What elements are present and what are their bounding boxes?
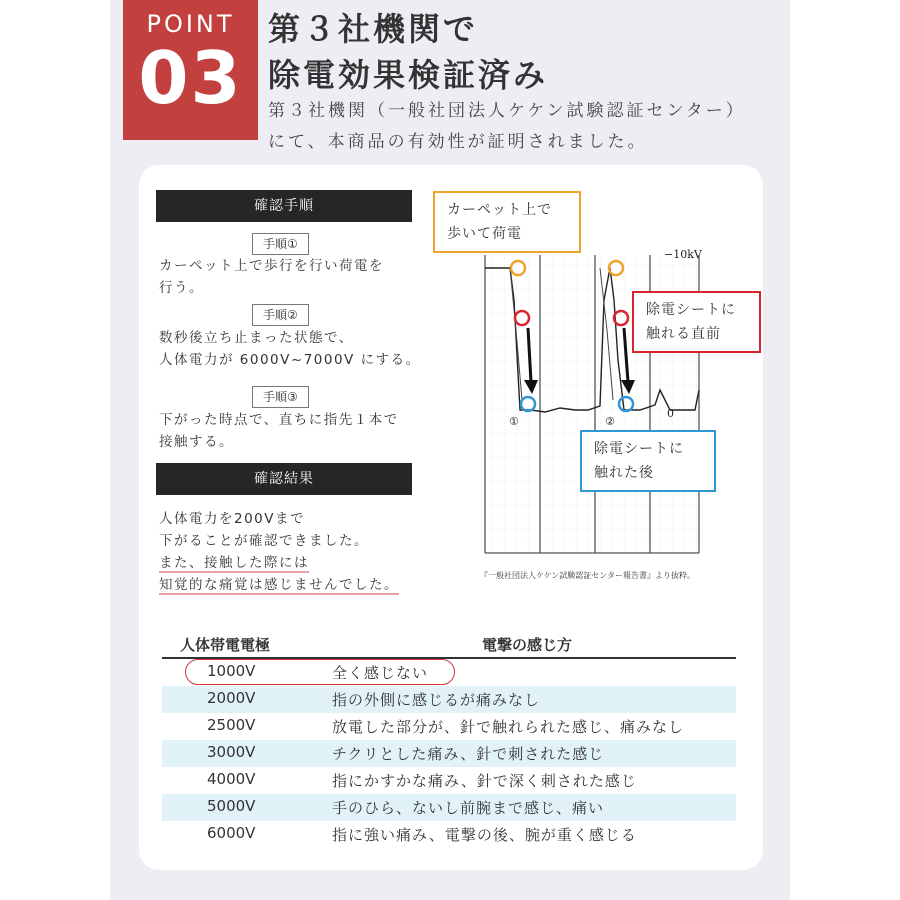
header-voltage: 人体帯電電極 [180,636,271,654]
table-row: 3000V チクリとした痛み、針で刺された感じ [162,740,736,767]
table-row: 4000V 指にかすかな痛み、針で深く刺された感じ [207,770,637,790]
step-1-label: 手順① [252,233,309,255]
header-feeling: 電撃の感じ方 [482,636,573,654]
table-row: 2500V 放電した部分が、針で触れられた感じ、痛みなし [207,716,685,736]
procedure-heading: 確認手順 [156,190,412,222]
subtitle-line-2: にて、本商品の有効性が証明されました。 [268,132,648,152]
source-note: 『一般社団法人ケケン試験認証センター報告書』より抜粋。 [480,571,695,580]
point-label: POINT [146,10,235,38]
table-row: 2000V 指の外側に感じるが痛みなし [162,686,736,713]
step-1-text: カーペット上で歩行を行い荷電を 行う。 [159,258,384,296]
callout-after-touch: 除電シートに 触れた後 [580,430,716,492]
table-row: 1000V 全く感じない [207,662,429,682]
table-row: 5000V 手のひら、ないし前腕まで感じ、痛い [162,794,736,821]
callout-walk: カーペット上で 歩いて荷電 [433,191,581,253]
step-3-label: 手順③ [252,386,309,408]
result-heading: 確認結果 [156,463,412,495]
result-text: 人体電力を200Vまで 下がることが確認できました。 また、接触した際には 知覚的な痛覚は感じませんでした。 [159,511,399,593]
point-number: 03 [138,36,243,120]
marker-label-2: ② [605,415,615,428]
step-2-label: 手順② [252,304,309,326]
step-3-text: 下がった時点で、直ちに指先１本で 接触する。 [159,412,399,450]
table-row: 6000V 指に強い痛み、電撃の後、腕が重く感じる [207,824,637,844]
zero-label: 0 [667,407,674,420]
callout-before-touch: 除電シートに 触れる直前 [632,291,761,353]
title-line-1: 第３社機関で [268,10,479,48]
marker-label-1: ① [509,415,519,428]
step-2-text: 数秒後立ち止まった状態で、 人体電力が 6000V~7000V にする。 [159,330,421,368]
table-header [162,630,736,659]
scale-label: −10kV [664,248,702,261]
title-line-2: 除電効果検証済み [268,56,549,94]
highlight-oval [185,659,455,685]
subtitle-line-1: 第３社機関（一般社団法人ケケン試験認証センター） [268,101,746,121]
